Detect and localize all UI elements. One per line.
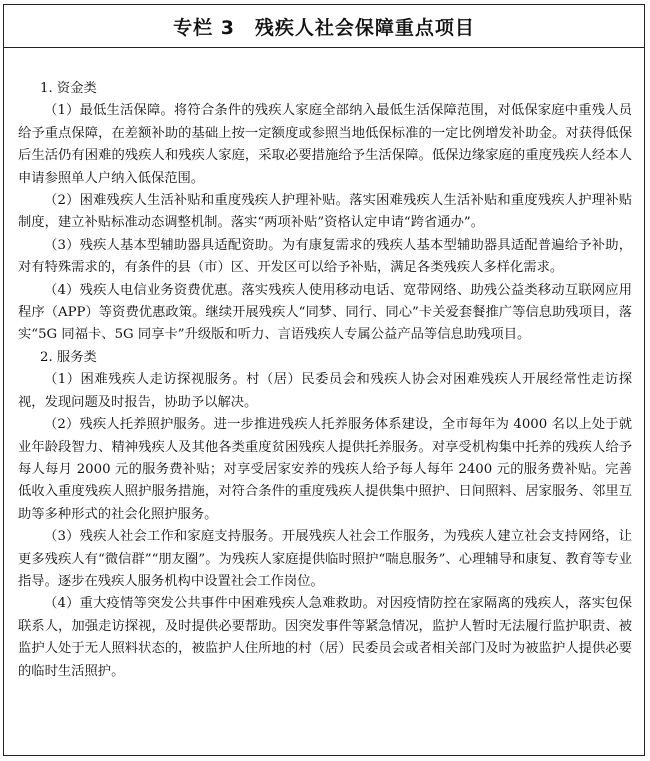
paragraph-telecom-discount: （4）残疾人电信业务资费优惠。落实残疾人使用移动电话、宽带网络、助残公益类移动互联网应用程序（APP）等资费优惠政策。继续开展残疾人“同梦、同行、同心”卡关爱套餐推广等信息助残项目，落实“5G 同福卡、5G 同享卡”升级版和听力、言语残疾人专属公益产品等信息助残项目。 (18, 282, 632, 343)
section-heading-services: 2. 服务类 (40, 349, 97, 365)
paragraph-emergency-rescue: （4）重大疫情等突发公共事件中困难残疾人急难救助。对因疫情防控在家隔离的残疾人，落实包保联系人，加强走访探视，及时提供必要帮助。因突发事件等紧急情况，监护人暂时无法履行监护职责、被监护人处于无人照料状态的，被监护人住所地的村（居）民委员会或者相关部门及时为被监护人提供必要的临时生活照护。 (18, 596, 632, 679)
paragraph-assistive-device-subsidy: （3）残疾人基本型辅助器具适配资助。为有康复需求的残疾人基本型辅助器具适配普遍给予补助，对有特殊需求的，有条件的县（市）区、开发区可以给予补贴，满足各类残疾人多样化需求。 (18, 237, 632, 276)
paragraph-visiting-service: （1）困难残疾人走访探视服务。村（居）民委员会和残疾人协会对困难残疾人开展经常性走访探视，发现问题及时报告，协助予以解决。 (18, 372, 632, 410)
column-title: 专栏 3 残疾人社会保障重点项目 (173, 16, 475, 39)
column-box (3, 4, 645, 756)
title-bar (4, 5, 644, 48)
section-heading-funds: 1. 资金类 (40, 81, 97, 96)
paragraph-minimum-living-security: （1）最低生活保障。将符合条件的残疾人家庭全部纳入最低生活保障范围，对低保家庭中重残人员给予重点保障，在差额补助的基础上按一定额度或参照当地低保标准的一定比例增发补助金。对获得低保后生活仍有困难的残疾人和残疾人家庭，采取必要措施给予生活保障。低保边缘家庭的重度残疾人经本人申请参照单人户纳入低保范围。 (18, 103, 632, 186)
column-content (4, 48, 644, 683)
paragraph-social-work-service: （3）残疾人社会工作和家庭支持服务。开展残疾人社会工作服务，为残疾人建立社会支持网络，让更多残疾人有“微信群”“朋友圈”。为残疾人家庭提供临时照护“喘息服务”、心理辅导和康复、教育等专业指导。逐步在残疾人服务机构中设置社会工作岗位。 (18, 529, 632, 589)
paragraph-living-and-care-subsidies: （2）困难残疾人生活补贴和重度残疾人护理补贴。落实困难残疾人生活补贴和重度残疾人护理补贴制度，建立补贴标准动态调整机制。落实“两项补贴”资格认定申请“跨省通办”。 (18, 193, 632, 231)
paragraph-care-service: （2）残疾人托养照护服务。进一步推进残疾人托养服务体系建设，全市每年为 4000 名以上处于就业年龄段智力、精神残疾人及其他各类重度贫困残疾人提供托养服务。对享受机构集中托养的残疾人给予每人每月 2000 元的服务费补贴；对享受居家安养的残疾人给予每人每年 2400 元的服务费补贴。完善低收入重度残疾人照护服务措施，对符合条件的重度残疾人提供集中照护、日间照料、居家服务、邻里互助等多种形式的社会化照护服务。 (18, 417, 632, 522)
